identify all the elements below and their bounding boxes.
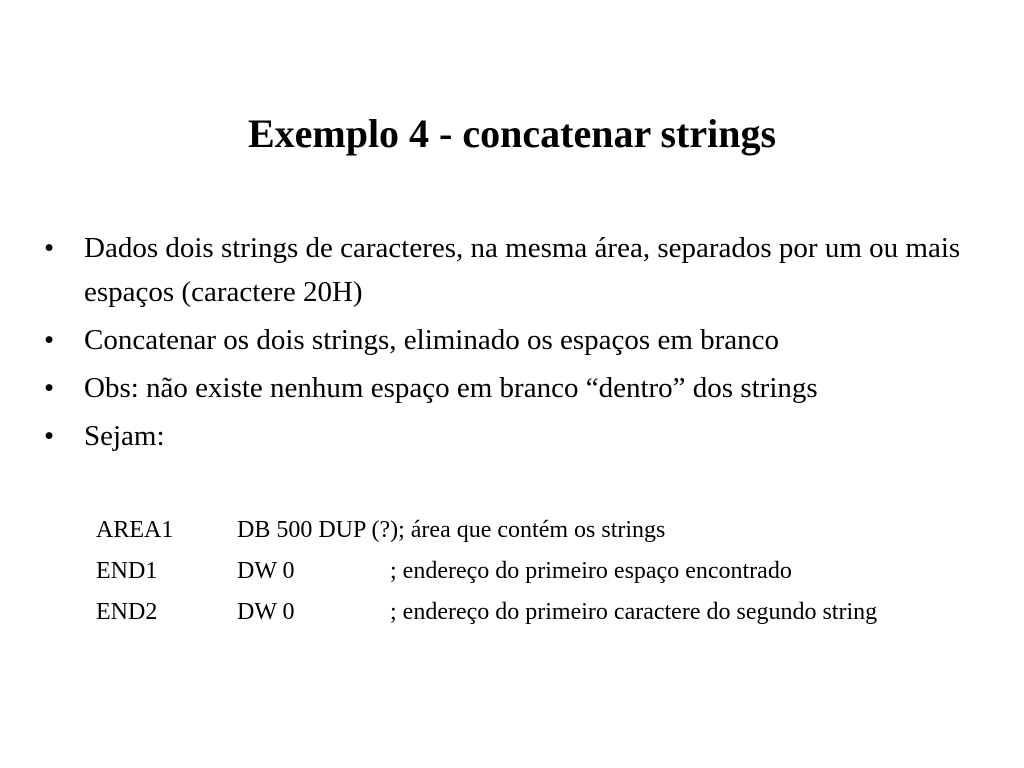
bullet-list: [40, 226, 980, 462]
code-line: [96, 510, 996, 551]
code-comment: ; endereço do primeiro caractere do segundo string: [390, 599, 878, 625]
bullet-item: [40, 366, 980, 410]
bullet-marker: •: [44, 420, 55, 452]
code-instruction: DW 0: [237, 599, 295, 625]
code-instruction: DB 500 DUP (?); área que contém os strings: [237, 517, 666, 543]
code-line: [96, 551, 996, 592]
bullet-item: [40, 318, 980, 362]
code-block: [96, 510, 996, 633]
code-label: END1: [96, 558, 158, 584]
bullet-marker: •: [44, 232, 55, 264]
bullet-text: Dados dois strings de caracteres, na mesma área, separados por um ou mais espaços (caractere 20H): [84, 232, 961, 308]
bullet-text: Concatenar os dois strings, eliminado os espaços em branco: [84, 324, 780, 356]
bullet-item: [40, 414, 980, 458]
code-comment: ; endereço do primeiro espaço encontrado: [390, 558, 792, 584]
bullet-marker: •: [44, 372, 55, 404]
code-instruction: DW 0: [237, 558, 295, 584]
bullet-text: Obs: não existe nenhum espaço em branco “dentro” dos strings: [84, 372, 818, 404]
code-line: [96, 592, 996, 633]
bullet-item: [40, 226, 980, 314]
code-label: END2: [96, 599, 158, 625]
bullet-marker: •: [44, 324, 55, 356]
bullet-text: Sejam:: [84, 420, 165, 452]
code-label: AREA1: [96, 517, 174, 543]
slide-title: Exemplo 4 - concatenar strings: [247, 111, 777, 156]
